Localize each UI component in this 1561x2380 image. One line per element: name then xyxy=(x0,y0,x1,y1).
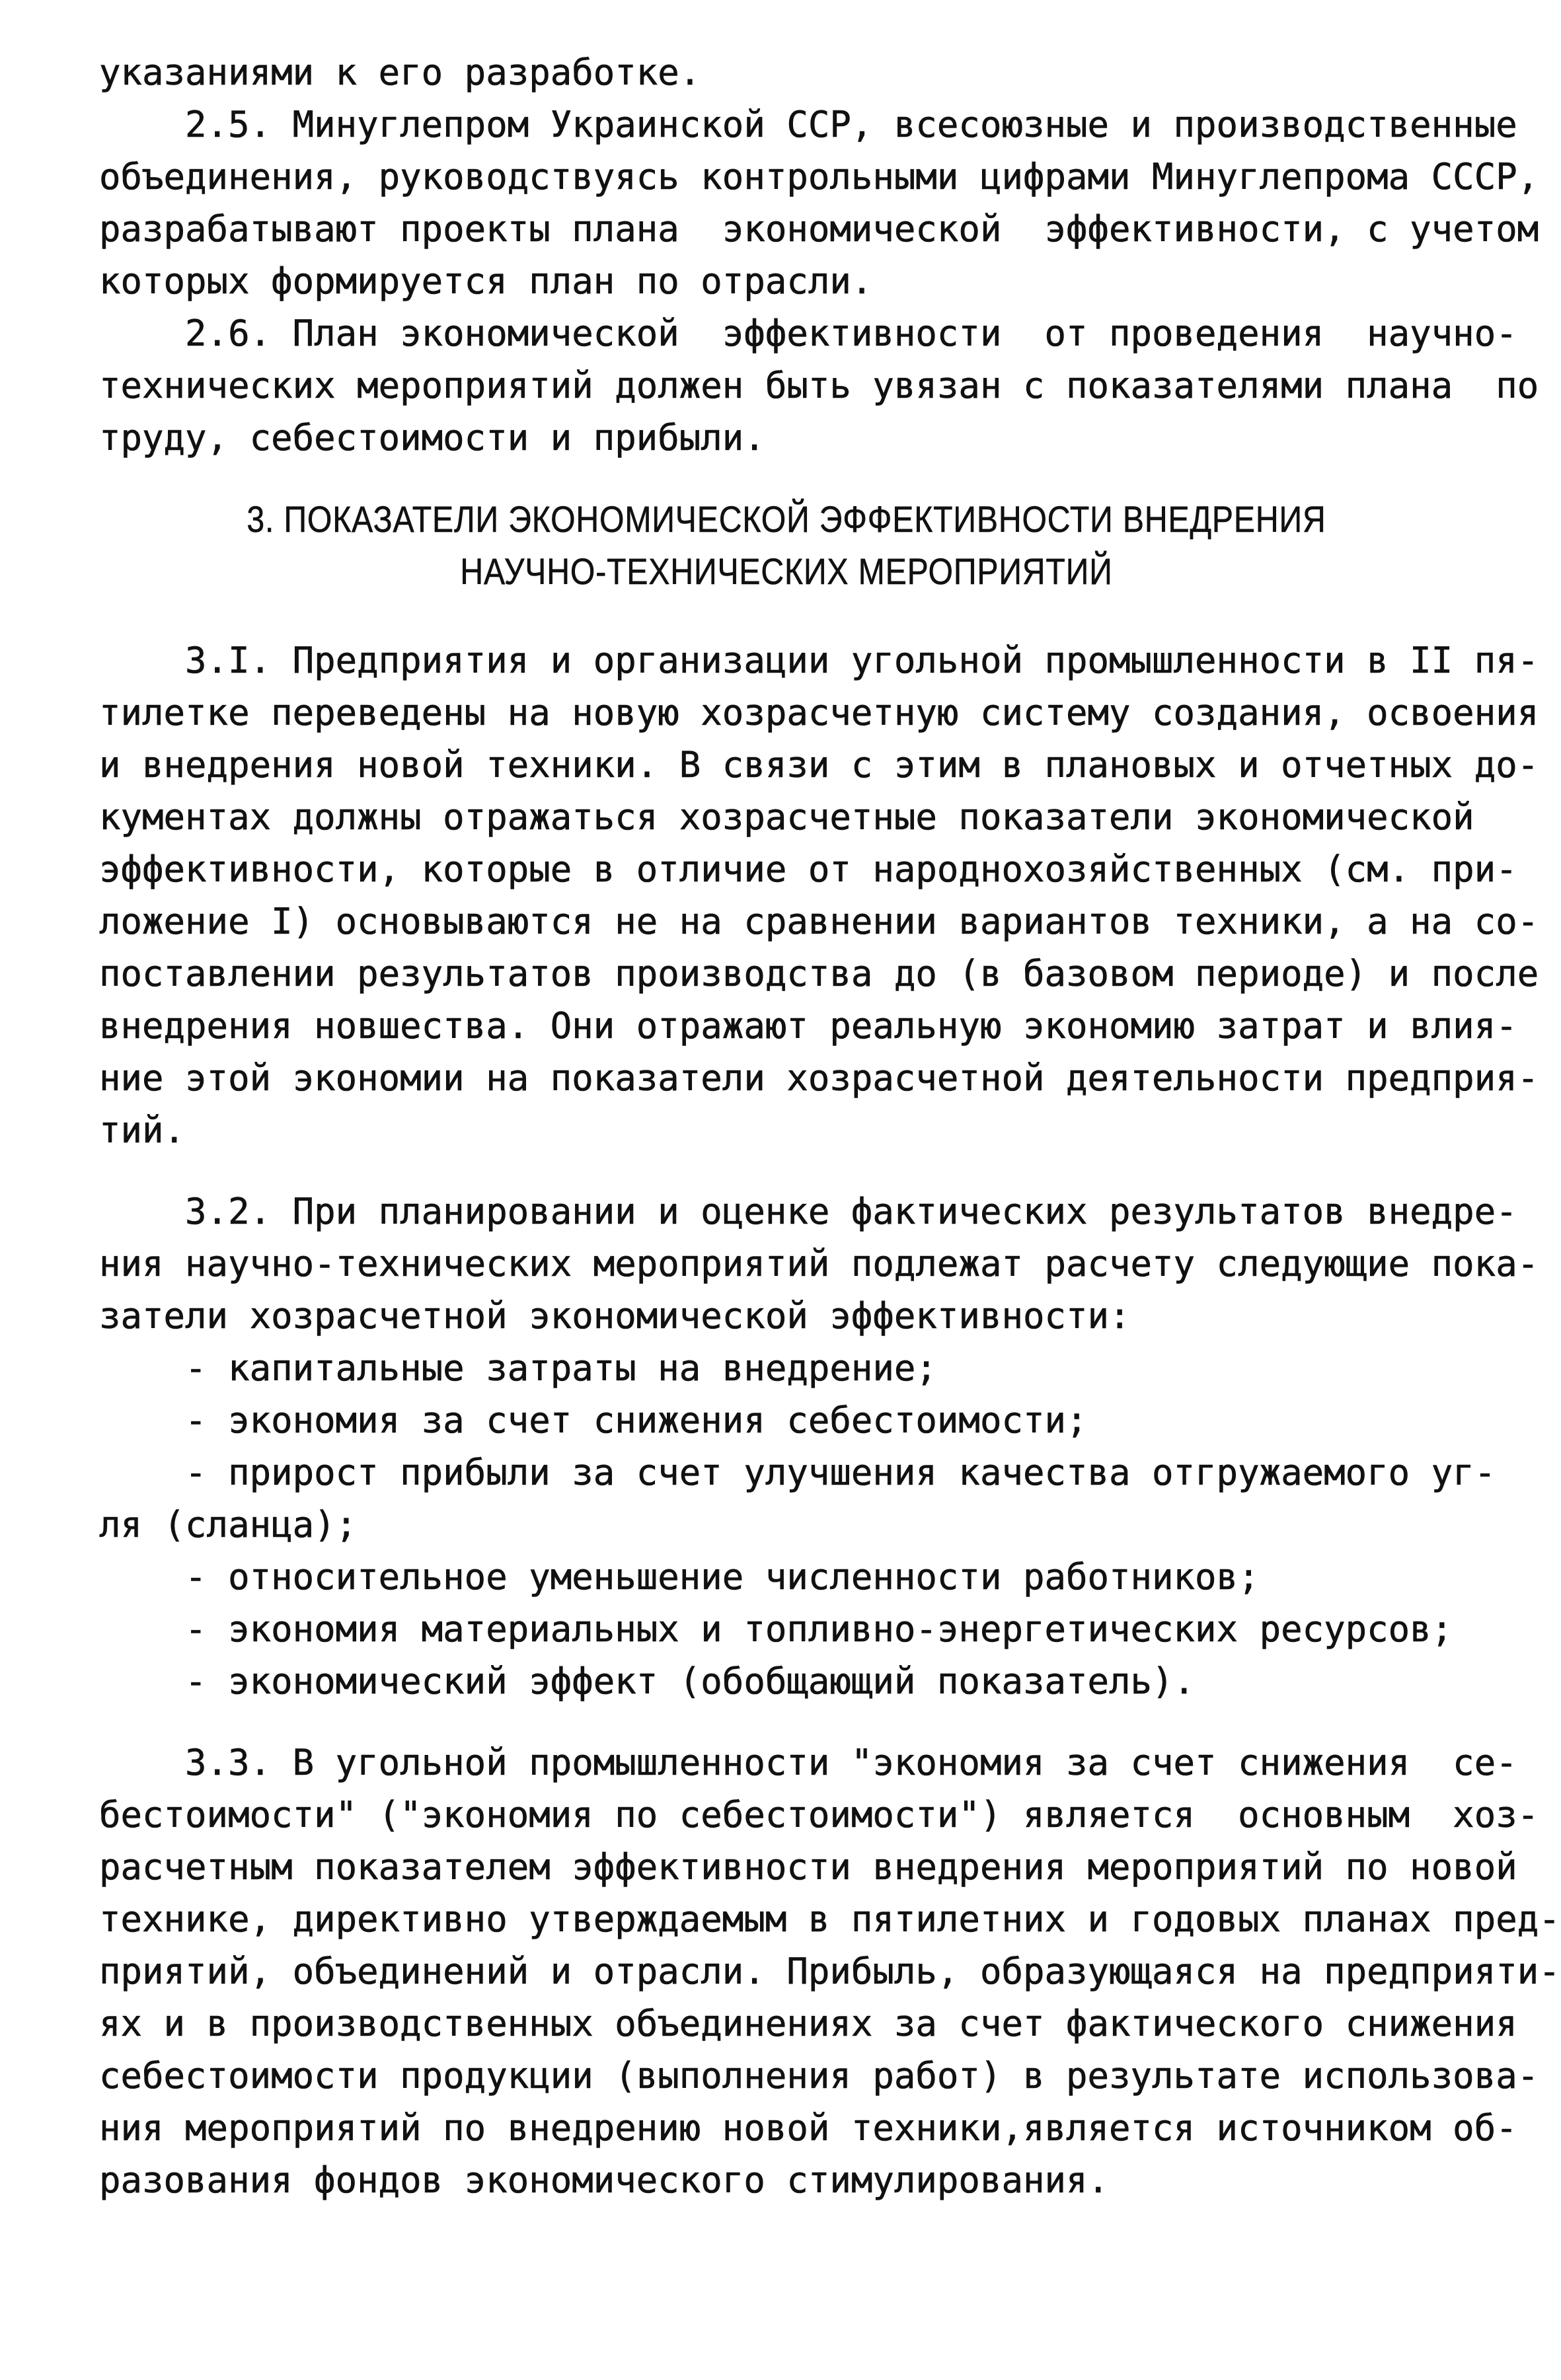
paragraph-2-5 xyxy=(99,98,1539,307)
text-line: ния научно-технических мероприятий подлежат расчету следующие пока- xyxy=(99,1243,1539,1284)
list-item: - капитальные затраты на внедрение; xyxy=(99,1347,937,1389)
text-line: которых формируется план по отрасли. xyxy=(99,260,873,302)
paragraph-3-2 xyxy=(99,1185,1539,1707)
text-line: тий. xyxy=(99,1109,186,1151)
list-item: ля (сланца); xyxy=(99,1504,358,1545)
paragraph-2-6 xyxy=(99,307,1539,464)
section-heading-line-1: 3. ПОКАЗАТЕЛИ ЭКОНОМИЧЕСКОЙ ЭФФЕКТИВНОСТИ ВНЕДРЕНИЯ xyxy=(247,498,1326,540)
document-page xyxy=(99,46,1560,2206)
text-line: 3.I. Предприятия и организации угольной промышленности в II пя- xyxy=(99,640,1539,681)
list-item: - прирост прибыли за счет улучшения качества отгружаемого уг- xyxy=(99,1452,1496,1493)
spacer xyxy=(99,597,1474,634)
paragraph-3-3 xyxy=(99,1736,1560,2206)
list-item: - относительное уменьшение численности работников; xyxy=(99,1556,1260,1598)
text-line: расчетным показателем эффективности внедрения мероприятий по новой xyxy=(99,1846,1517,1888)
text-line: объединения, руководствуясь контрольными цифрами Минуглепрома СССР, xyxy=(99,156,1539,198)
text-line: ние этой экономии на показатели хозрасчетной деятельности предприя- xyxy=(99,1057,1539,1099)
text-line: эффективности, которые в отличие от народнохозяйственных (см. при- xyxy=(99,848,1517,890)
text-line: затели хозрасчетной экономической эффективности: xyxy=(99,1295,1131,1337)
text-line: 2.5. Минуглепром Украинской ССР, всесоюзные и производственные xyxy=(99,104,1517,145)
list-item: - экономический эффект (обобщающий показатель). xyxy=(99,1660,1196,1702)
spacer xyxy=(99,1156,1474,1185)
text-line: 2.6. План экономической эффективности от проведения научно- xyxy=(99,313,1517,354)
fragment-end-line: указаниями к его разработке. xyxy=(99,52,701,93)
text-line: технических мероприятий должен быть увязан с показателями плана по xyxy=(99,365,1539,406)
list-item: - экономия материальных и топливно-энергетических ресурсов; xyxy=(99,1608,1453,1650)
text-line: приятий, объединений и отрасли. Прибыль, образующаяся на предприяти- xyxy=(99,1951,1560,1992)
text-line: 3.3. В угольной промышленности "экономия за счет снижения се- xyxy=(99,1742,1517,1783)
text-line: бестоимости" ("экономия по себестоимости") является основным хоз- xyxy=(99,1794,1539,1836)
text-line: тилетке переведены на новую хозрасчетную систему создания, освоения xyxy=(99,692,1539,733)
text-line: труду, себестоимости и прибыли. xyxy=(99,417,765,459)
text-line: разования фондов экономического стимулирования. xyxy=(99,2159,1110,2201)
list-item: - экономия за счет снижения себестоимости; xyxy=(99,1399,1088,1441)
text-line: ложение I) основываются не на сравнении вариантов техники, а на со- xyxy=(99,901,1539,942)
text-line: разрабатывают проекты плана экономической эффективности, с учетом xyxy=(99,208,1539,250)
text-line: и внедрения новой техники. В связи с этим в плановых и отчетных до- xyxy=(99,744,1539,786)
text-line: 3.2. При планировании и оценке фактических результатов внедре- xyxy=(99,1191,1517,1232)
text-line: внедрения новшества. Они отражают реальную экономию затрат и влия- xyxy=(99,1005,1517,1047)
spacer xyxy=(99,1707,1474,1736)
text-line: технике, директивно утверждаемым в пятилетних и годовых планах пред- xyxy=(99,1898,1560,1940)
text-line: ния мероприятий по внедрению новой техники,является источником об- xyxy=(99,2107,1517,2149)
paragraph-3-1 xyxy=(99,634,1539,1156)
text-line: поставлении результатов производства до (в базовом периоде) и после xyxy=(99,953,1539,994)
text-line: ях и в производственных объединениях за счет фактического снижения xyxy=(99,2003,1517,2044)
section-3-heading xyxy=(99,493,1474,597)
section-heading-line-2: НАУЧНО-ТЕХНИЧЕСКИХ МЕРОПРИЯТИЙ xyxy=(460,550,1113,592)
spacer xyxy=(99,464,1474,493)
text-line: кументах должны отражаться хозрасчетные показатели экономической xyxy=(99,796,1474,838)
text-line: себестоимости продукции (выполнения работ) в результате использова- xyxy=(99,2055,1539,2097)
